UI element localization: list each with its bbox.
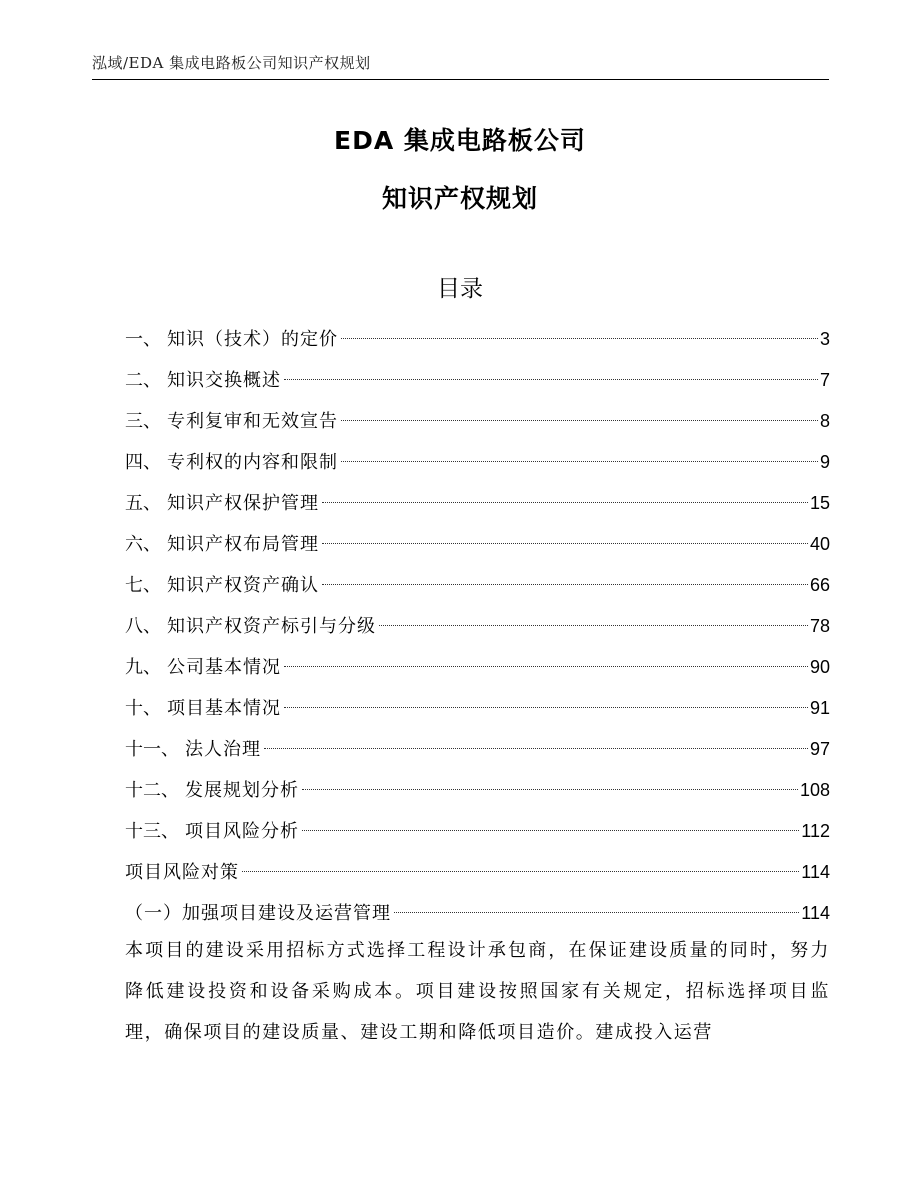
toc-entry-number: 七、 [125, 575, 161, 596]
toc-heading: 目录 [437, 276, 483, 302]
toc-entry-page: 114 [801, 862, 830, 882]
toc-entry-label: 知识交换概述 [167, 370, 281, 391]
toc-entry-number: 十三、 [125, 821, 179, 842]
toc-entry-number: 九、 [125, 657, 161, 678]
toc-dot-leader [302, 789, 798, 790]
toc-entry-number: 六、 [125, 534, 161, 555]
toc-entry-page: 91 [809, 698, 830, 718]
toc-entry-page: 3 [819, 329, 830, 349]
toc-entry-page: 108 [799, 780, 830, 800]
toc-entry-label: 公司基本情况 [167, 657, 281, 678]
document-title: EDA 集成电路板公司 [334, 126, 586, 155]
toc-entry[interactable] [125, 486, 830, 527]
toc-dot-leader [341, 338, 818, 339]
toc-entry-label: 知识产权布局管理 [167, 534, 319, 555]
toc-entry-label: 项目风险分析 [185, 821, 299, 842]
toc-dot-leader [284, 666, 808, 667]
toc-dot-leader [322, 502, 808, 503]
toc-entry-number: 八、 [125, 616, 161, 637]
toc-entry-page: 7 [819, 370, 830, 390]
body-paragraph: 本项目的建设采用招标方式选择工程设计承包商，在保证建设质量的同时，努力降低建设投资和设备采购成本。项目建设按照国家有关规定，招标选择项目监理，确保项目的建设质量、建设工期和降低项目造价。建成投入运营 [125, 940, 830, 1043]
toc-entry-number: 十一、 [125, 739, 179, 760]
toc-entry[interactable] [125, 609, 830, 650]
toc-entry-page: 78 [809, 616, 830, 636]
toc-entry-page: 97 [809, 739, 830, 759]
toc-entry-label: 法人治理 [185, 739, 261, 760]
toc-dot-leader [264, 748, 808, 749]
toc-entry-page: 90 [809, 657, 830, 677]
toc-entry[interactable] [125, 691, 830, 732]
toc-entry[interactable] [125, 650, 830, 691]
toc-entry[interactable] [125, 322, 830, 363]
toc-dot-leader [379, 625, 808, 626]
toc-entry-page: 15 [809, 493, 830, 513]
toc-entry-page: 112 [801, 821, 830, 841]
toc-entry-page: 66 [809, 575, 830, 595]
toc-dot-leader [322, 584, 808, 585]
toc-dot-leader [341, 461, 818, 462]
toc-entry[interactable] [125, 814, 830, 855]
document-subtitle: 知识产权规划 [381, 184, 538, 213]
table-of-contents [125, 322, 830, 937]
toc-entry-number: 二、 [125, 370, 161, 391]
toc-entry-number: 一、 [125, 329, 161, 350]
toc-entry-label: 专利复审和无效宣告 [167, 411, 338, 432]
toc-entry-number: 五、 [125, 493, 161, 514]
toc-entry-label: （一）加强项目建设及运营管理 [125, 903, 391, 924]
toc-dot-leader [302, 830, 799, 831]
toc-dot-leader [394, 912, 799, 913]
toc-entry-label: 知识产权资产标引与分级 [167, 616, 376, 637]
toc-entry[interactable] [125, 527, 830, 568]
toc-entry[interactable] [125, 568, 830, 609]
toc-entry-label: 项目基本情况 [167, 698, 281, 719]
toc-entry-number: 四、 [125, 452, 161, 473]
toc-dot-leader [322, 543, 808, 544]
toc-entry-label: 专利权的内容和限制 [167, 452, 338, 473]
toc-entry-page: 8 [819, 411, 830, 431]
toc-entry-page: 40 [809, 534, 830, 554]
toc-entry-label: 知识产权资产确认 [167, 575, 319, 596]
toc-entry-label: 发展规划分析 [185, 780, 299, 801]
toc-entry-page: 114 [801, 903, 830, 923]
toc-entry-label: 知识产权保护管理 [167, 493, 319, 514]
toc-dot-leader [242, 871, 799, 872]
toc-entry[interactable] [125, 404, 830, 445]
toc-entry-number: 十、 [125, 698, 161, 719]
toc-entry-label: 知识（技术）的定价 [167, 329, 338, 350]
toc-dot-leader [284, 707, 808, 708]
toc-entry[interactable] [125, 363, 830, 404]
running-header: 泓域/EDA 集成电路板公司知识产权规划 [92, 54, 371, 72]
toc-entry-number: 三、 [125, 411, 161, 432]
toc-entry[interactable] [125, 445, 830, 486]
toc-entry-page: 9 [819, 452, 830, 472]
toc-dot-leader [341, 420, 818, 421]
toc-dot-leader [284, 379, 818, 380]
toc-entry[interactable] [125, 773, 830, 814]
toc-entry[interactable] [125, 855, 830, 896]
toc-entry-number: 十二、 [125, 780, 179, 801]
toc-entry[interactable] [125, 732, 830, 773]
header-divider [92, 79, 829, 80]
toc-entry-label: 项目风险对策 [125, 862, 239, 883]
